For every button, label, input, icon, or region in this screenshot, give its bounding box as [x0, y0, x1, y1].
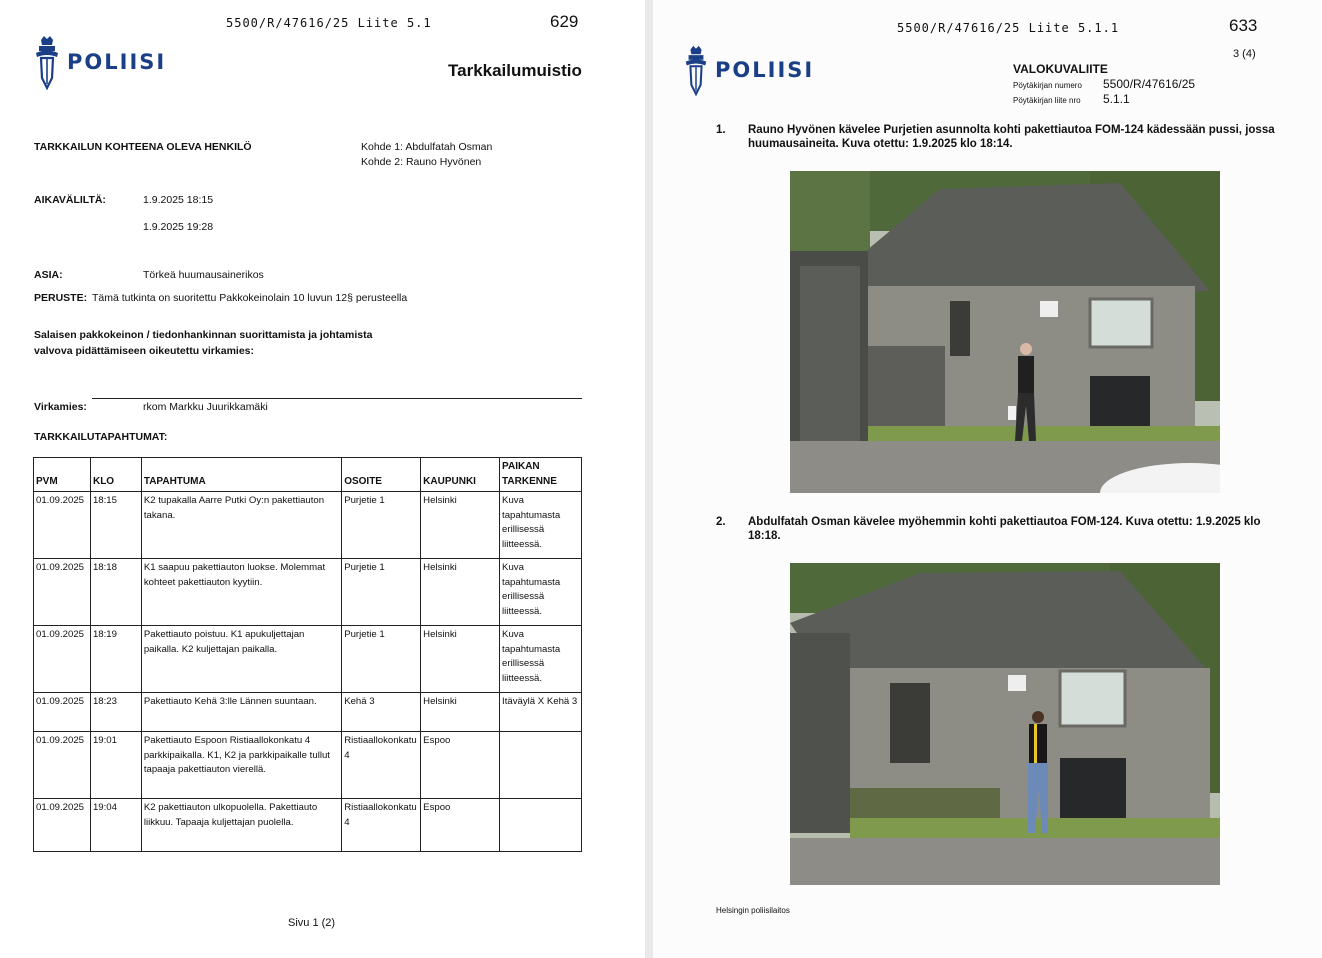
subject-label: TARKKAILUN KOHTEENA OLEVA HENKILÖ	[34, 141, 252, 153]
period-label: AIKAVÄLILTÄ:	[34, 194, 106, 206]
basis-label: PERUSTE:	[34, 292, 88, 304]
table-cell	[500, 799, 582, 852]
officer-value: rkom Markku Juurikkamäki	[143, 401, 268, 413]
signature-line	[92, 398, 582, 399]
surveillance-memo-page	[0, 0, 645, 958]
column-header: OSOITE	[342, 458, 421, 492]
table-cell: Pakettiauto Kehä 3:lle Lännen suuntaan.	[141, 693, 341, 732]
table-cell: Helsinki	[421, 693, 500, 732]
table-cell: 01.09.2025	[34, 492, 91, 559]
table-cell: 01.09.2025	[34, 626, 91, 693]
photo-caption-text: Rauno Hyvönen kävelee Purjetien asunnolta kohti pakettiautoa FOM-124 kädessään pussi, jossa huumausaineita. Kuva otettu: 1.9.2025 klo 18:14.	[748, 124, 1275, 150]
table-cell: Ristiaallokonkatu 4	[342, 732, 421, 799]
police-logo	[33, 34, 166, 90]
column-header: KAUPUNKI	[421, 458, 500, 492]
appendix-number-value: 5.1.1	[1103, 92, 1130, 106]
period-start: 1.9.2025 18:15	[143, 194, 214, 206]
table-cell: Kuva tapahtumasta erillisessä liitteessä.	[500, 559, 582, 626]
column-header: PVM	[34, 458, 91, 492]
photo-caption-text: Abdulfatah Osman kävelee myöhemmin kohti pakettiautoa FOM-124. Kuva otettu: 1.9.2025 klo 18:18.	[748, 516, 1261, 542]
table-cell: Helsinki	[421, 626, 500, 693]
table-cell: K2 tupakalla Aarre Putki Oy:n pakettiauton takana.	[141, 492, 341, 559]
table-row	[34, 559, 582, 626]
appendix-number-label: Pöytäkirjan liite nro	[1013, 96, 1081, 105]
protocol-number-label: Pöytäkirjan numero	[1013, 81, 1082, 90]
basis-value: Tämä tutkinta on suoritettu Pakkokeinolain 10 luvun 12§ perusteella	[92, 292, 408, 304]
photo-number: 1.	[716, 124, 726, 136]
surveillance-photo-1	[790, 171, 1220, 493]
subject-1: Kohde 1: Abdulfatah Osman	[361, 141, 493, 153]
protocol-number-value: 5500/R/47616/25	[1103, 77, 1196, 91]
table-cell: Ristiaallokonkatu 4	[342, 799, 421, 852]
table-cell	[500, 732, 582, 799]
table-cell: 01.09.2025	[34, 693, 91, 732]
table-cell: 01.09.2025	[34, 732, 91, 799]
table-cell: 19:01	[90, 732, 141, 799]
table-cell: Helsinki	[421, 492, 500, 559]
table-cell: Pakettiauto Espoon Ristiaallokonkatu 4 parkkipaikalla. K1, K2 ja parkkipaikalle tullut tapaaja pakettiauton vierellä.	[141, 732, 341, 799]
table-cell: Purjetie 1	[342, 492, 421, 559]
events-label: TARKKAILUTAPAHTUMAT:	[34, 431, 168, 443]
police-emblem-icon	[33, 34, 61, 90]
table-header-row	[34, 458, 582, 492]
page-footer: Helsingin poliisilaitos	[716, 906, 790, 915]
supervisor-heading-line-1: Salaisen pakkokeinon / tiedonhankinnan suorittamista ja johtamista	[34, 329, 373, 341]
table-cell: Espoo	[421, 799, 500, 852]
table-cell: Helsinki	[421, 559, 500, 626]
photo-caption-2	[716, 515, 1293, 545]
table-cell: Purjetie 1	[342, 626, 421, 693]
table-cell: Espoo	[421, 732, 500, 799]
page-number: 629	[550, 12, 579, 31]
period-end: 1.9.2025 19:28	[143, 221, 214, 233]
document-title: Tarkkailumuistio	[448, 61, 582, 80]
column-header: TAPAHTUMA	[141, 458, 341, 492]
table-cell: 01.09.2025	[34, 799, 91, 852]
table-cell: Purjetie 1	[342, 559, 421, 626]
table-cell: 01.09.2025	[34, 559, 91, 626]
subject-2: Kohde 2: Rauno Hyvönen	[361, 156, 482, 168]
page-footer: Sivu 1 (2)	[288, 917, 336, 929]
logo-wordmark: POLIISI	[715, 58, 815, 82]
page-number: 633	[1229, 16, 1258, 35]
table-cell: 18:19	[90, 626, 141, 693]
officer-label: Virkamies:	[34, 401, 87, 413]
table-cell: 19:04	[90, 799, 141, 852]
logo-wordmark: POLIISI	[67, 50, 167, 74]
table-cell: Kehä 3	[342, 693, 421, 732]
appendix-title: VALOKUVALIITE	[1013, 62, 1108, 76]
page-of-count: 3 (4)	[1233, 48, 1256, 60]
case-label: ASIA:	[34, 269, 63, 281]
table-cell: Kuva tapahtumasta erillisessä liitteessä.	[500, 626, 582, 693]
photo-caption-1	[716, 123, 1293, 153]
supervisor-heading-line-2: valvova pidättämiseen oikeutettu virkamies:	[34, 345, 255, 357]
table-row	[34, 626, 582, 693]
photo-number: 2.	[716, 516, 726, 528]
column-header: PAIKAN TARKENNE	[500, 458, 582, 492]
table-cell: Itäväylä X Kehä 3	[500, 693, 582, 732]
table-row	[34, 693, 582, 732]
police-emblem-icon	[683, 42, 709, 98]
table-cell: K2 pakettiauton ulkopuolella. Pakettiauto liikkuu. Tapaaja kuljettajan puolella.	[141, 799, 341, 852]
surveillance-events-table	[33, 457, 582, 852]
column-header: KLO	[90, 458, 141, 492]
document-reference: 5500/R/47616/25 Liite 5.1	[226, 16, 432, 30]
table-cell: Pakettiauto poistuu. K1 apukuljettajan paikalla. K2 kuljettajan paikalla.	[141, 626, 341, 693]
surveillance-photo-2	[790, 563, 1220, 885]
photo-appendix-page	[653, 0, 1322, 958]
document-reference: 5500/R/47616/25 Liite 5.1.1	[897, 21, 1120, 35]
table-row	[34, 732, 582, 799]
table-cell: K1 saapuu pakettiauton luokse. Molemmat kohteet pakettiauton kyytiin.	[141, 559, 341, 626]
table-cell: Kuva tapahtumasta erillisessä liitteessä.	[500, 492, 582, 559]
case-value: Törkeä huumausainerikos	[143, 269, 264, 281]
table-cell: 18:23	[90, 693, 141, 732]
table-row	[34, 492, 582, 559]
police-logo	[683, 42, 814, 98]
table-cell: 18:15	[90, 492, 141, 559]
table-row	[34, 799, 582, 852]
table-cell: 18:18	[90, 559, 141, 626]
